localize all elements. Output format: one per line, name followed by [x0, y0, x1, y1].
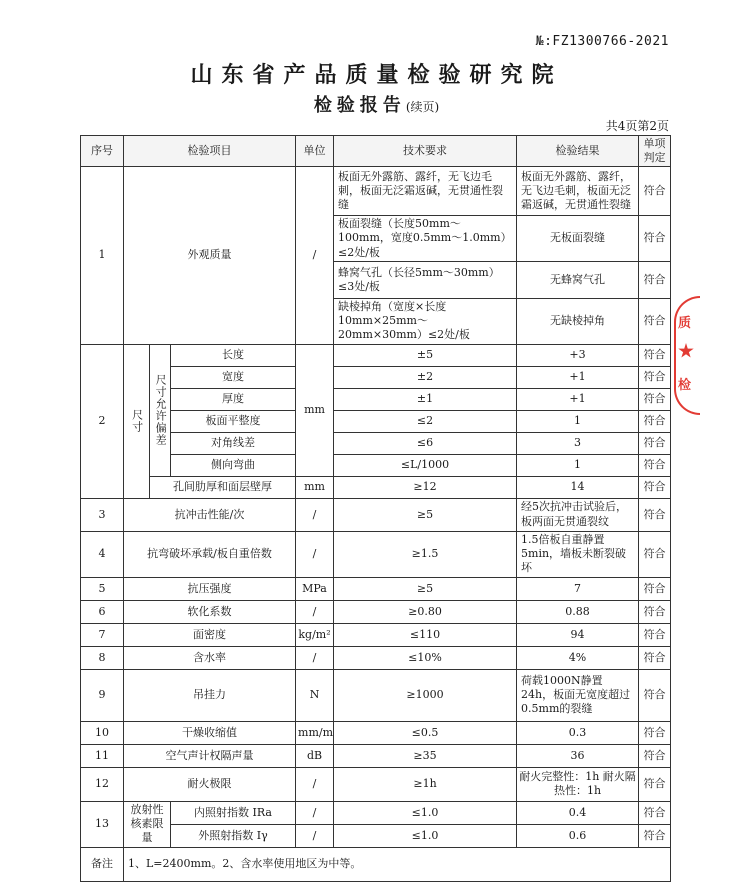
table-row — [81, 623, 671, 646]
cell-item: 软化系数 — [124, 600, 296, 623]
cell-result: +1 — [517, 366, 639, 388]
header-req: 技术要求 — [334, 136, 517, 167]
table-row — [81, 344, 671, 366]
cell-result: 1 — [517, 410, 639, 432]
cell-result: 无缺棱掉角 — [517, 298, 639, 344]
cell-group: 放射性核素限量 — [124, 801, 171, 847]
table-row — [81, 577, 671, 600]
cell-item: 厚度 — [171, 388, 296, 410]
red-seal-stamp — [674, 296, 700, 415]
cell-seq: 1 — [81, 167, 124, 345]
cell-item: 板面平整度 — [171, 410, 296, 432]
cell-seq: 3 — [81, 498, 124, 531]
cell-verdict: 符合 — [639, 388, 671, 410]
cell-unit: / — [296, 498, 334, 531]
cell-unit: mm — [296, 344, 334, 476]
cell-req: ≥5 — [334, 498, 517, 531]
cell-verdict: 符合 — [639, 744, 671, 767]
cell-seq: 10 — [81, 721, 124, 744]
cell-req: 缺棱掉角（宽度×长度10mm×25mm～20mm×30mm）≤2处/板 — [334, 298, 517, 344]
cell-req: ≤6 — [334, 432, 517, 454]
cell-verdict: 符合 — [639, 344, 671, 366]
cell-req: 板面无外露筋、露纤，无飞边毛刺，板面无泛霜返碱，无贯通性裂缝 — [334, 167, 517, 216]
cell-verdict: 符合 — [639, 410, 671, 432]
cell-verdict: 符合 — [639, 366, 671, 388]
cell-result: 36 — [517, 744, 639, 767]
cell-seq: 9 — [81, 669, 124, 721]
table-row — [81, 646, 671, 669]
header-unit: 单位 — [296, 136, 334, 167]
cell-result: 荷载1000N静置24h，板面无宽度超过0.5mm的裂缝 — [517, 669, 639, 721]
cell-item: 宽度 — [171, 366, 296, 388]
cell-verdict: 符合 — [639, 432, 671, 454]
cell-seq: 5 — [81, 577, 124, 600]
cell-result: 1.5倍板自重静置5min，墙板未断裂破坏 — [517, 531, 639, 577]
cell-item: 空气声计权隔声量 — [124, 744, 296, 767]
cell-result: 3 — [517, 432, 639, 454]
cell-unit: mm/m — [296, 721, 334, 744]
cell-verdict: 符合 — [639, 669, 671, 721]
header-verdict: 单项判定 — [639, 136, 671, 167]
cell-unit: N — [296, 669, 334, 721]
cell-verdict: 符合 — [639, 531, 671, 577]
cell-seq: 12 — [81, 767, 124, 801]
cell-item: 长度 — [171, 344, 296, 366]
cell-result: 94 — [517, 623, 639, 646]
cell-seq: 13 — [81, 801, 124, 847]
cell-verdict: 符合 — [639, 261, 671, 298]
cell-seq: 4 — [81, 531, 124, 577]
cell-unit: MPa — [296, 577, 334, 600]
cell-item: 对角线差 — [171, 432, 296, 454]
cell-verdict: 符合 — [639, 646, 671, 669]
cell-result: 4% — [517, 646, 639, 669]
cell-seq: 2 — [81, 344, 124, 498]
cell-seq: 7 — [81, 623, 124, 646]
cell-verdict: 符合 — [639, 498, 671, 531]
cell-item: 抗压强度 — [124, 577, 296, 600]
cell-group — [124, 344, 150, 498]
table-row — [81, 721, 671, 744]
cell-req: ≥5 — [334, 577, 517, 600]
cell-item: 抗弯破坏承载/板自重倍数 — [124, 531, 296, 577]
cell-req: ≥12 — [334, 476, 517, 498]
cell-result: 板面无外露筋、露纤，无飞边毛刺，板面无泛霜返碱，无贯通性裂缝 — [517, 167, 639, 216]
cell-req: ≥1.5 — [334, 531, 517, 577]
cell-result: 耐火完整性：1h 耐火隔热性：1h — [517, 767, 639, 801]
cell-req: ≥1h — [334, 767, 517, 801]
cell-result: 14 — [517, 476, 639, 498]
report-title-text: 检验报告 — [313, 95, 406, 116]
table-row — [81, 167, 671, 216]
cell-req: ≥35 — [334, 744, 517, 767]
cell-req: ≥0.80 — [334, 600, 517, 623]
cell-req: ≤10% — [334, 646, 517, 669]
cell-verdict: 符合 — [639, 454, 671, 476]
table-row — [81, 498, 671, 531]
cell-req: ≤L/1000 — [334, 454, 517, 476]
cell-verdict: 符合 — [639, 298, 671, 344]
cell-unit: mm — [296, 476, 334, 498]
page-info: 共4页第2页 — [605, 119, 669, 133]
cell-result: +3 — [517, 344, 639, 366]
cell-req: ±2 — [334, 366, 517, 388]
header-row — [81, 136, 671, 167]
cell-verdict: 符合 — [639, 623, 671, 646]
institute-name: 山东省产品质量检验研究院 — [190, 62, 563, 88]
table-row — [81, 476, 671, 498]
cell-req: ≤2 — [334, 410, 517, 432]
remarks-row — [81, 847, 671, 881]
table-row — [81, 600, 671, 623]
cell-req: ±5 — [334, 344, 517, 366]
cell-result: 1 — [517, 454, 639, 476]
cell-req: ≤110 — [334, 623, 517, 646]
report-title — [0, 91, 753, 117]
cell-verdict: 符合 — [639, 167, 671, 216]
cell-result: 0.6 — [517, 824, 639, 847]
table-row — [81, 744, 671, 767]
cell-unit: / — [296, 801, 334, 824]
table-row — [81, 531, 671, 577]
cell-item: 含水率 — [124, 646, 296, 669]
cell-verdict: 符合 — [639, 721, 671, 744]
cell-result: 0.88 — [517, 600, 639, 623]
cell-req: ≥1000 — [334, 669, 517, 721]
table-row — [81, 767, 671, 801]
cell-item: 面密度 — [124, 623, 296, 646]
continued-label: (续页) — [405, 100, 440, 114]
cell-item: 吊挂力 — [124, 669, 296, 721]
cell-req: ≤1.0 — [334, 801, 517, 824]
cell-result: 0.3 — [517, 721, 639, 744]
cell-unit: / — [296, 600, 334, 623]
cell-seq: 6 — [81, 600, 124, 623]
header-result: 检验结果 — [517, 136, 639, 167]
cell-verdict: 符合 — [639, 600, 671, 623]
cell-item: 孔间肋厚和面层壁厚 — [150, 476, 296, 498]
cell-unit: kg/m² — [296, 623, 334, 646]
cell-req: ±1 — [334, 388, 517, 410]
cell-verdict: 符合 — [639, 216, 671, 262]
inspection-table — [80, 135, 671, 882]
cell-item: 外照射指数 Iγ — [171, 824, 296, 847]
stamp-text-bottom: 检 — [678, 378, 692, 393]
cell-item: 内照射指数 IRa — [171, 801, 296, 824]
cell-item: 耐火极限 — [124, 767, 296, 801]
stamp-text-top: 质 — [678, 316, 692, 331]
cell-item: 抗冲击性能/次 — [124, 498, 296, 531]
remarks-text: 1、L=2400mm。2、含水率使用地区为中等。 — [124, 847, 671, 881]
cell-subgroup — [150, 344, 171, 476]
cell-verdict: 符合 — [639, 476, 671, 498]
table-row — [81, 669, 671, 721]
cell-unit: dB — [296, 744, 334, 767]
cell-result: 无蜂窝气孔 — [517, 261, 639, 298]
cell-unit: / — [296, 824, 334, 847]
cell-seq: 8 — [81, 646, 124, 669]
table-row — [81, 801, 671, 824]
cell-verdict: 符合 — [639, 577, 671, 600]
group-label: 尺寸 — [130, 409, 144, 434]
cell-seq: 11 — [81, 744, 124, 767]
cell-result: 经5次抗冲击试验后，板两面无贯通裂纹 — [517, 498, 639, 531]
cell-result: 无板面裂缝 — [517, 216, 639, 262]
cell-item: 干燥收缩值 — [124, 721, 296, 744]
report-number: №:FZ1300766-2021 — [535, 34, 669, 49]
cell-req: ≤1.0 — [334, 824, 517, 847]
cell-req: 蜂窝气孔（长径5mm～30mm）≤3处/板 — [334, 261, 517, 298]
header-seq: 序号 — [81, 136, 124, 167]
cell-unit: / — [296, 767, 334, 801]
cell-unit: / — [296, 531, 334, 577]
star-icon — [678, 343, 694, 359]
cell-result: 0.4 — [517, 801, 639, 824]
cell-unit: / — [296, 167, 334, 345]
cell-req: ≤0.5 — [334, 721, 517, 744]
header-item: 检验项目 — [124, 136, 296, 167]
cell-item: 外观质量 — [124, 167, 296, 345]
cell-req: 板面裂缝（长度50mm～100mm，宽度0.5mm～1.0mm）≤2处/板 — [334, 216, 517, 262]
cell-item: 侧向弯曲 — [171, 454, 296, 476]
subgroup-label: 尺寸允许偏差 — [154, 374, 168, 447]
cell-result: 7 — [517, 577, 639, 600]
cell-result: +1 — [517, 388, 639, 410]
cell-unit: / — [296, 646, 334, 669]
cell-verdict: 符合 — [639, 801, 671, 824]
cell-verdict: 符合 — [639, 824, 671, 847]
remarks-label: 备注 — [81, 847, 124, 881]
cell-verdict: 符合 — [639, 767, 671, 801]
